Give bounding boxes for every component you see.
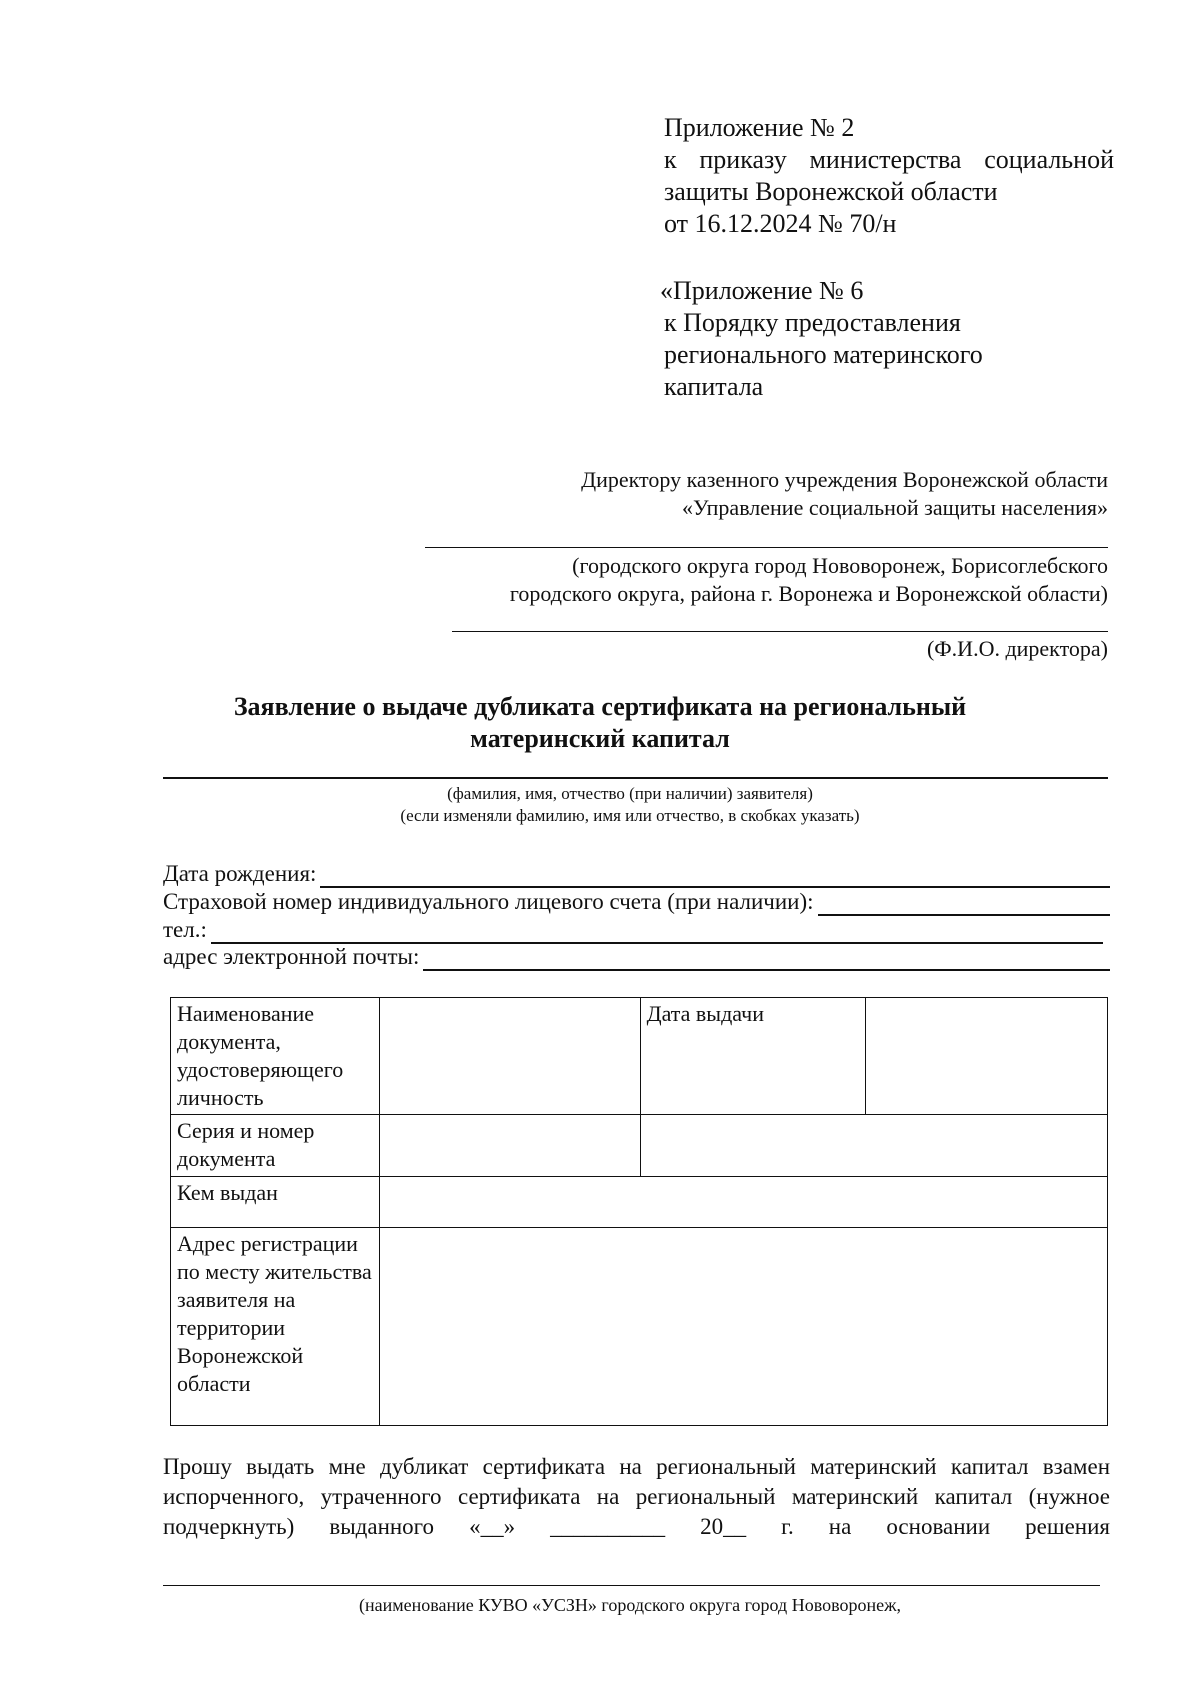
appendix-6-line4: капитала: [664, 372, 764, 401]
request-day-blank: «__»: [469, 1514, 516, 1539]
appendix-2-line2: к приказу министерства социальной: [664, 145, 1114, 174]
appendix-6-line3: регионального материнского: [664, 340, 983, 369]
request-year-abbrev: г.: [781, 1514, 794, 1539]
director-fio-caption: (Ф.И.О. директора): [926, 636, 1108, 661]
authority-caption: (наименование КУВО «УСЗН» городского округа город Нововоронеж,: [358, 1595, 902, 1615]
snils-line: [818, 894, 1110, 916]
table-row: [171, 1228, 1108, 1426]
table-row: [171, 1177, 1108, 1228]
birth-date-label: Дата рождения:: [163, 861, 317, 886]
addressee-note-line2: городского округа, района г. Воронежа и Воронежской области): [509, 581, 1108, 606]
document-title-line1: Заявление о выдаче дубликата сертификата на региональный: [233, 692, 967, 721]
applicant-caption: [150, 783, 1110, 827]
table-row: [171, 1115, 1108, 1177]
document-title: [0, 691, 1200, 755]
series-number-value: [379, 1115, 640, 1177]
birth-date-line: [320, 866, 1110, 888]
addressee-note: [510, 552, 1108, 608]
address-label: Адрес регистрации по месту жительства заявителя на территории Воронежской области: [171, 1228, 380, 1426]
birth-date-field: [163, 860, 1110, 888]
applicant-caption-line1: (фамилия, имя, отчество (при наличии) заявителя): [447, 784, 813, 803]
addressee-note-line1: (городского округа город Нововоронеж, Борисоглебского: [572, 553, 1108, 578]
phone-field: [163, 916, 1103, 944]
request-month-blank: __________: [550, 1514, 666, 1539]
identity-document-table: [170, 997, 1108, 1426]
authority-name-line: [163, 1585, 1100, 1586]
phone-label: тел.:: [163, 917, 207, 942]
request-on-word: на: [828, 1514, 852, 1539]
request-decision-word: решения: [1025, 1514, 1110, 1539]
appendix-2-title: Приложение № 2: [664, 113, 855, 142]
snils-field: [163, 888, 1110, 916]
request-basis-word: основании: [886, 1514, 991, 1539]
appendix-6-header: [660, 275, 983, 403]
applicant-name-line: [163, 777, 1108, 779]
document-title-line2: материнский капитал: [470, 724, 730, 753]
issue-date-label: Дата выдачи: [640, 998, 866, 1115]
email-line: [423, 949, 1110, 971]
appendix-2-line4: от 16.12.2024 № 70/н: [664, 209, 897, 238]
request-line3: [163, 1512, 1110, 1542]
series-number-extra: [640, 1115, 1107, 1177]
request-issued-word: выданного: [329, 1514, 435, 1539]
table-row: [171, 998, 1108, 1115]
addressee-blank-line: [425, 547, 1108, 548]
appendix-6-title: «Приложение № 6: [660, 276, 864, 305]
issued-by-label: Кем выдан: [171, 1177, 380, 1228]
appendix-2-line3: защиты Воронежской области: [664, 177, 998, 206]
appendix-2-header: [664, 112, 1114, 240]
doc-name-label: Наименование документа, удостоверяющего личность: [171, 998, 380, 1115]
request-line2: испорченного, утраченного сертификата на региональный материнский капитал (нужное: [163, 1484, 1110, 1509]
doc-name-value: [379, 998, 640, 1115]
request-year-blank: 20__: [700, 1514, 747, 1539]
applicant-caption-line2: (если изменяли фамилию, имя или отчество, в скобках указать): [400, 806, 860, 825]
request-line1: Прошу выдать мне дубликат сертификата на региональный материнский капитал взамен: [163, 1454, 1110, 1479]
issued-by-value: [379, 1177, 1107, 1228]
addressee-line1: Директору казенного учреждения Воронежской области: [581, 467, 1108, 492]
addressee-line2: «Управление социальной защиты населения»: [682, 495, 1108, 520]
email-label: адрес электронной почты:: [163, 944, 420, 969]
request-paragraph: [163, 1452, 1110, 1542]
addressee-block: [581, 466, 1108, 522]
director-name-blank-line: [452, 631, 1108, 632]
appendix-6-line2: к Порядку предоставления: [664, 308, 961, 337]
phone-line: [211, 922, 1103, 944]
snils-label: Страховой номер индивидуального лицевого счета (при наличии):: [163, 889, 814, 914]
email-field: [163, 943, 1110, 971]
series-number-label: Серия и номер документа: [171, 1115, 380, 1177]
issue-date-value: [866, 998, 1108, 1115]
address-value: [379, 1228, 1107, 1426]
request-underline-note: подчеркнуть): [163, 1514, 295, 1539]
